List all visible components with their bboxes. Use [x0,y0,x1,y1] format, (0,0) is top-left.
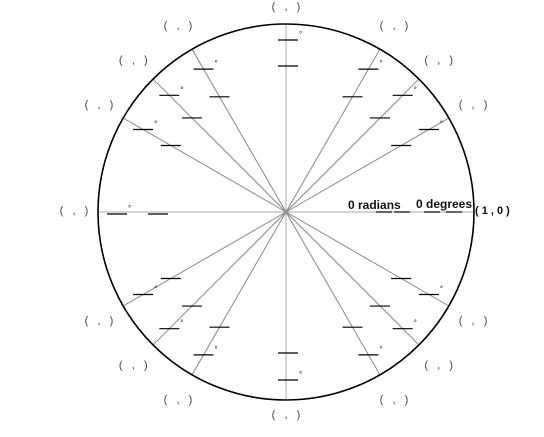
coordinate-label-90: ( , ) [271,1,301,13]
coordinate-label-30: ( , ) [458,99,488,111]
degree-symbol-180: ° [128,204,132,213]
zero-radians-label: 0 radians [348,198,401,212]
coordinate-labels [60,1,488,421]
spoke-300 [286,212,380,375]
coordinate-label-270: ( , ) [271,409,301,421]
spoke-240 [192,212,286,375]
degree-symbol-60: ° [379,59,383,69]
coordinate-label-60: ( , ) [379,19,409,32]
spoke-60 [286,49,380,212]
coordinate-label-45: ( , ) [424,54,454,67]
coordinate-label-135: ( , ) [118,54,148,67]
coordinate-label-225: ( , ) [118,359,148,372]
degree-symbol-150: ° [154,119,158,129]
degree-symbol-270: ° [299,370,303,379]
coordinate-label-315: ( , ) [424,359,454,372]
degree-symbol-330: ° [439,284,444,294]
coordinate-label-120: ( , ) [163,19,193,32]
degree-symbol-240: ° [214,344,218,354]
degree-symbol-210: ° [154,284,158,294]
coordinate-label-210: ( , ) [84,315,114,327]
degree-symbol-315: ° [413,318,417,328]
spoke-120 [192,49,286,212]
degree-symbol-120: ° [214,59,218,69]
spoke-330 [286,212,449,306]
coordinate-label-300: ( , ) [379,394,409,407]
spoke-210 [123,212,286,306]
coordinate-label-330: ( , ) [458,315,488,327]
zero-coordinate-label: ( 1 , 0 ) [475,205,510,217]
zero-degrees-label: 0 degrees [416,197,473,211]
degree-symbol-135: ° [180,85,184,95]
degree-symbol-225: ° [180,318,184,328]
spoke-150 [123,118,286,212]
coordinate-label-240: ( , ) [163,394,193,407]
degree-symbol-300: ° [379,344,383,354]
degree-symbol-30: ° [439,119,444,129]
answer-blanks [107,30,462,380]
coordinate-label-150: ( , ) [84,99,114,111]
coordinate-label-180: ( , ) [59,205,89,217]
degree-symbol-90: ° [299,30,303,39]
degree-symbol-45: ° [413,85,417,95]
